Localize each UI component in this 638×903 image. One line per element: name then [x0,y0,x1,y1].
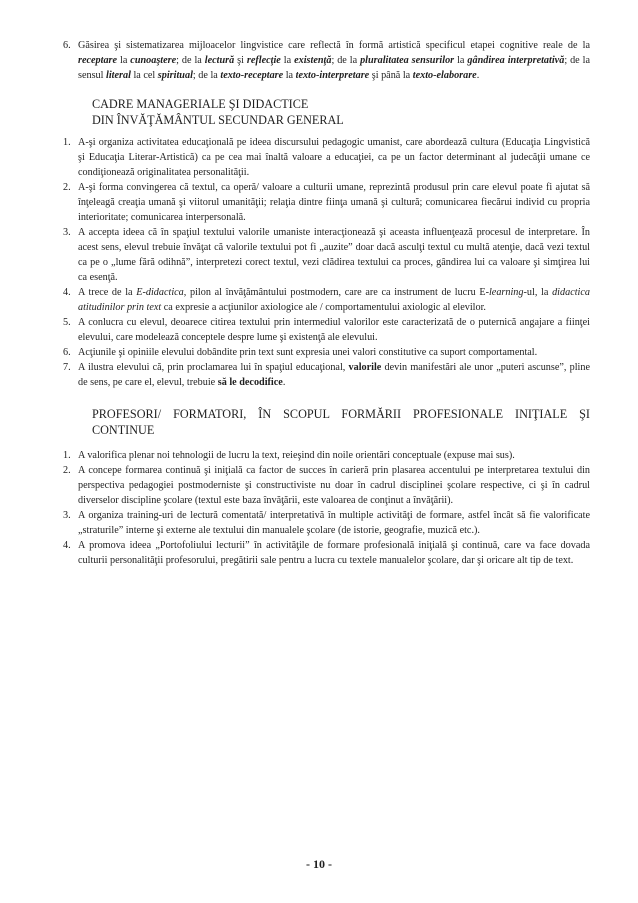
list-number: 7. [63,362,71,373]
list-number: 5. [63,317,71,328]
item-text [78,137,590,178]
text-run: la [283,70,296,81]
heading-line: DIN ÎNVĂŢĂMÂNTUL SECUNDAR GENERAL [92,113,344,127]
text-run: ; de la sensul [78,55,590,81]
item-text [78,40,590,81]
list-item [63,463,590,508]
emphasized-text: să le decodifice [217,377,283,388]
text-run: A promova ideea „Portofoliului lecturii” în activităţile de formare profesională iniţială şi continuă, care va face dovada culturii personalităţii profesorului, pregătirii sale pentru a lucra cu textele manualelor şcolare, dar şi oricare alt tip de text. [78,540,590,566]
text-run: ca expresie a acţiunilor axiologice ale / comportamentului axiologic al elevilor. [161,302,486,313]
text-run: devin manifestări ale unor „puteri ascunse”, pline de sens, pe care el, elevul, trebuie [78,362,590,388]
intro-list-item [63,38,590,83]
text-run: Acţiunile şi opiniile elevului dobândite prin text sunt expresia unei valori constitutive ca suport comportamental. [78,347,538,358]
text-run: . [282,377,286,388]
teachers-list [0,448,638,568]
text-run: la [280,55,295,66]
text-run: Găsirea şi sistematizarea mijloacelor lingvistice care reflectă în formă artistică specificul etapei cognitive reale de la [78,40,590,51]
emphasized-text: existenţă [294,55,332,66]
emphasized-text: pluralitatea sensurilor [360,55,455,66]
list-number: 2. [63,182,71,193]
text-run: A valorifica plenar noi tehnologii de lucru la text, reieşind din noile orientări conceptuale (expuse mai sus). [78,450,515,461]
item-text [78,450,515,461]
text-run: ; de la [176,55,205,66]
item-text [78,182,590,223]
list-number: 4. [63,287,71,298]
item-text [78,362,590,388]
section-heading-managers [92,96,590,128]
emphasized-text: reflecţie [246,55,281,66]
text-run: şi până la [369,70,413,81]
text-run: şi [234,55,247,66]
list-number: 3. [63,510,71,521]
emphasized-text: receptare [78,55,118,66]
emphasized-text: cunoaştere [130,55,177,66]
emphasized-text: texto-elaborare [412,70,477,81]
heading-line: CADRE MANAGERIALE ŞI DIDACTICE [92,97,309,111]
text-run: ; de la [331,55,361,66]
list-number: 1. [63,450,71,461]
item-text [78,317,590,343]
text-run: la [117,55,131,66]
text-run: A conlucra cu elevul, deoarece citirea textului prin intermediul valorilor este caracterizată de o puternică angajare a fiinţei elevului, care modelează conceptele despre lume şi existenţă ale elevului. [78,317,590,343]
emphasized-text: didactica atitudinilor prin text [78,287,590,313]
managers-list [0,135,638,390]
emphasized-text: texto-receptare [220,70,284,81]
item-text [78,465,590,506]
list-item [63,448,590,463]
list-number: 4. [63,540,71,551]
list-item [63,360,590,390]
emphasized-text: valorile [348,362,382,373]
section-heading-teachers [92,406,590,438]
text-run: A concepe formarea continuă şi iniţială ca factor de succes în carieră prin plasarea accentului pe interpretarea textului din perspectiva pedagogiei postmoderniste şi constructiviste nu doar în cadrul disciplinei şcolare respective, ci şi în cadrul diverselor discipline şcolare (textul este baza învăţării, este valoarea de conţinut a învăţării). [78,465,590,506]
list-number: 6. [63,40,71,51]
list-item [63,315,590,345]
item-text [78,227,590,283]
emphasized-text: spiritual [157,70,193,81]
text-run: A accepta ideea că în spaţiul textului valorile umaniste interacţionează şi aceasta influenţează procesul de interpretare. În acest sens, elevul trebuie învăţat că valorile textului pot fi „auzite” doar dacă asculţi textul cu multă atenţie, dacă vezi textul ca pe o „lume fără odihnă”, interpretezi corect textul, vezi clădirea textului ca proces, gândirea lui ca valoare şi simţirea lui ca esenţă. [78,227,590,283]
list-item [63,345,590,360]
list-number: 3. [63,227,71,238]
list-item [63,508,590,538]
text-run: A-şi organiza activitatea educaţională pe ideea discursului pedagogic umanist, care abordează cultura (Educaţia Lingvistică şi Educaţia Literar-Artistică) ca pe cea mai înaltă valoare a educaţiei, ca pe un factor determinant al judecăţii umane ce condiţionează originalitatea personalităţii. [78,137,590,178]
list-item [63,285,590,315]
page-number: - 10 - [306,857,332,871]
text-run: la [454,55,468,66]
list-number: 6. [63,347,71,358]
item-text [78,540,590,566]
page-content [0,38,638,568]
list-item [63,538,590,568]
emphasized-text: gândirea interpretativă [467,55,565,66]
emphasized-text: E-didactica [136,287,184,298]
text-run: la cel [130,70,158,81]
item-text [78,510,590,536]
list-item [63,135,590,180]
list-item [63,180,590,225]
emphasized-text: texto-interpretare [295,70,370,81]
text-run: , pilon al învăţământului postmodern, care are ca instrument de lucru E- [183,287,489,298]
emphasized-text: lectură [204,55,235,66]
text-run: A-şi forma convingerea că textul, ca operă/ valoare a culturii umane, reprezintă produsul prin care elevul poate fi ajutat să înţeleagă creaţia umană şi viitorul umanităţii; relaţia dintre fiinţa umană şi cultură; comunicarea fiecărui individ cu propria interioritate; comunicarea interpersonală. [78,182,590,223]
item-text [78,287,590,313]
item-text [78,347,537,358]
heading-text: PROFESORI/ FORMATORI, ÎN SCOPUL FORMĂRII PROFESIONALE INIŢIALE ŞI CONTINUE [92,407,590,437]
emphasized-text: learning [488,287,524,298]
emphasized-text: literal [106,70,131,81]
list-item [63,225,590,285]
list-number: 2. [63,465,71,476]
text-run: A organiza training-uri de lectură comentată/ interpretativă în multiple activităţi de formare, astfel încât să fie valorificate „straturile” interne şi externe ale textului din manualele şcolare (de istorie, geografie, muzică etc.). [78,510,590,536]
text-run: ; de la [192,70,221,81]
text-run: -ul, la [523,287,553,298]
text-run: A ilustra elevului că, prin proclamarea lui în spaţiul educaţional, [78,362,349,373]
list-number: 1. [63,137,71,148]
text-run: . [476,70,480,81]
text-run: A trece de la [78,287,137,298]
